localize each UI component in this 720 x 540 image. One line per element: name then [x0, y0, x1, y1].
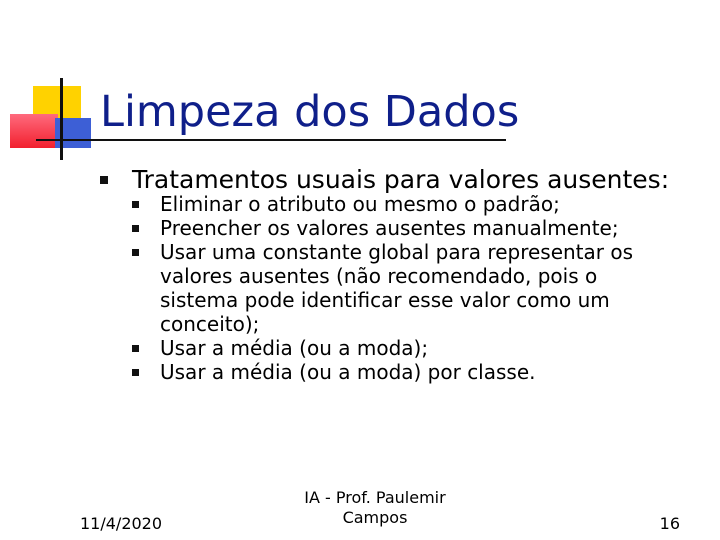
square-bullet-icon: [132, 201, 139, 208]
sub-bullet-list: [132, 192, 692, 384]
square-bullet-icon: [132, 345, 139, 352]
list-item-text: valores ausentes (não recomendado, pois o: [160, 264, 598, 288]
list-item-text: Eliminar o atributo ou mesmo o padrão;: [160, 192, 560, 216]
bullet-marker: [100, 166, 112, 196]
footer-date: 11/4/2020: [80, 514, 163, 533]
square-bullet-icon: [132, 225, 139, 232]
title-underline: [36, 139, 506, 141]
list-item: [132, 360, 670, 384]
footer-author-line1: IA - Prof. Paulemir: [304, 488, 446, 507]
list-item-text: conceito);: [160, 312, 260, 336]
list-item-text: sistema pode identificar esse valor como um: [160, 288, 610, 312]
list-item: [132, 240, 670, 336]
square-bullet-icon: [132, 369, 139, 376]
list-item: [132, 192, 670, 216]
slide-title: Limpeza dos Dados: [100, 87, 520, 137]
list-item-text: Usar a média (ou a moda);: [160, 336, 429, 360]
list-item: [132, 216, 670, 240]
list-item: [132, 336, 670, 360]
footer-author: [300, 488, 450, 528]
square-bullet-icon: [100, 176, 108, 184]
list-item-text: Usar uma constante global para representar os: [160, 240, 634, 264]
footer-author-line2: Campos: [342, 508, 408, 527]
logo-red-square: [10, 114, 58, 148]
list-item-text: Preencher os valores ausentes manualmente;: [160, 216, 619, 240]
page-number: 16: [659, 514, 680, 533]
list-item-text: Usar a média (ou a moda) por classe.: [160, 360, 536, 384]
logo-vertical-line: [60, 78, 63, 160]
square-bullet-icon: [132, 249, 139, 256]
main-bullet-text: Tratamentos usuais para valores ausentes:: [132, 165, 670, 194]
